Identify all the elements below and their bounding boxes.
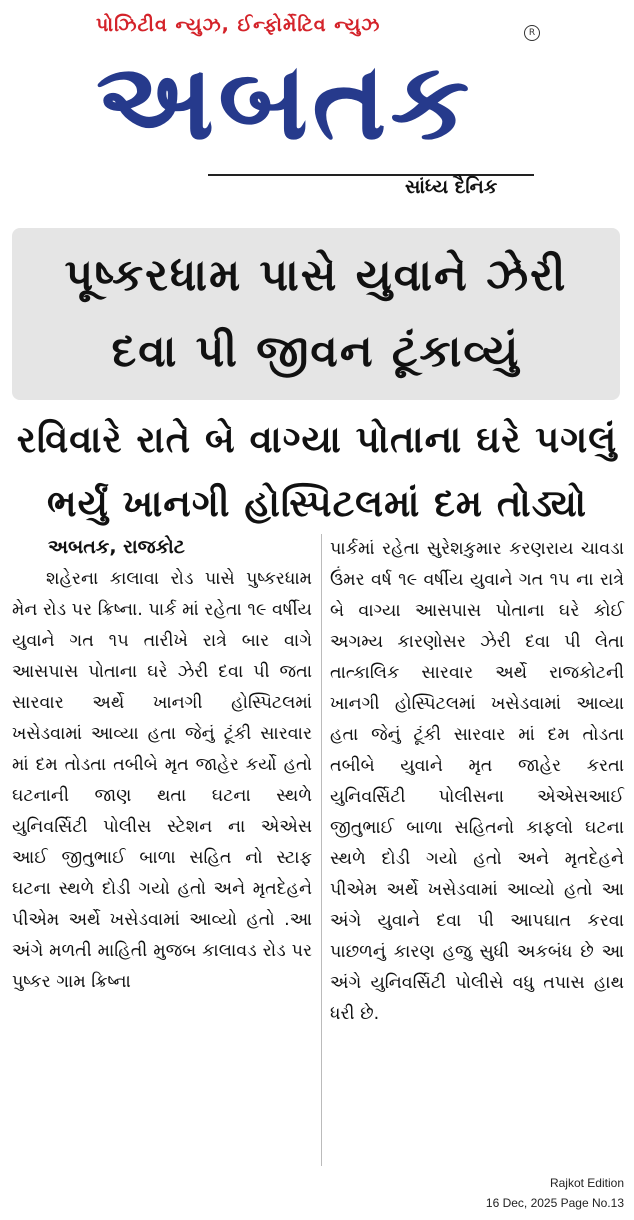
registered-trademark-icon: R — [524, 25, 540, 41]
byline: અબતક, રાજકોટ — [48, 536, 185, 558]
article-column-left: શહેરના કાલાવા રોડ પાસે પુષ્કરધામ મેન રોડ પર ક્રિષ્ના. પાર્ક માં રહેતા ૧૯ વર્ષીય યુવાને ગત ૧૫ તારીખે રાત્રે બાર વાગે આસપાસ પોતાના ઘરે ઝેરી દવા પી જતા સારવાર અર્થે ખાનગી હોસ્પિટલમાં ખસેડવામાં આવ્યા હતા જેનું ટૂંકી સારવાર માં દમ તોડતા તબીબે મૃત જાહેર કર્યો હતો ઘટનાની જાણ થતા ઘટના સ્થળે યુનિવર્સિટી પોલીસ સ્ટેશન ના એએસ આઈ જીતુભાઈ બાળા સહિત નો સ્ટાફ ઘટના સ્થળે દોડી ગયો હતો અને મૃતદેહને પીએમ અર્થે ખસેડવામાં આવ્યો હતો .આ અંગે મળતી માહિતી મુજબ કાલાવડ રોડ પર પુષ્કર ગામ ક્રિષ્ના — [12, 569, 312, 992]
headline-line-1: પૂષ્કરધામ પાસે યુવાને ઝેરી — [64, 250, 568, 301]
date-page-label: 16 Dec, 2025 Page No.13 — [485, 1196, 624, 1210]
subheadline-line-2: ભર્યું ખાનગી હોસ્પિટલમાં દમ તોડ્યો — [47, 482, 587, 525]
article-column-right: પાર્કમાં રહેતા સુરેશકુમાર કરણરાય ચાવડા ઉંમર વર્ષ ૧૯ વર્ષીય યુવાને ગત ૧૫ ના રાત્રે બે વાગ્યા આસપાસ પોતાના ઘરે કોઈ અગમ્ય કારણોસર ઝેરી દવા પી લેતા તાત્કાલિક સારવાર અર્થે રાજકોટની ખાનગી હોસ્પિટલમાં ખસેડવામાં આવ્યા હતા જેનું ટૂંકી સારવાર માં દમ તોડતા તબીબે યુવાને મૃત જાહેર કરતા યુનિવર્સિટી પોલીસના એએસઆઈ જીતુભાઈ બાળા સહિતનો કાફલો ઘટના સ્થળે દોડી ગયો હતો અને મૃતદેહને પીએમ અર્થે ખસેડવામાં આવ્યો હતો આ અંગે યુવાને દવા પી આપઘાત કરવા પાછળનું કારણ હજુ સુધી અકબંધ છે આ અંગે યુનિવર્સિટી પોલીસે વધુ તપાસ હાથ ધરી છે. — [330, 539, 624, 1024]
masthead-tagline: પોઝિટીવ ન્યુઝ, ઈન્ફોર્મેટિવ ન્યુઝ — [96, 14, 381, 36]
headline-line-2: દવા પી જીવન ટૂંકાવ્યું — [111, 326, 521, 377]
masthead-subtitle: સાંધ્ય દૈનિક — [405, 176, 498, 198]
newspaper-logo: અબતક — [96, 40, 474, 164]
edition-label: Rajkot Edition — [549, 1176, 624, 1190]
headline — [12, 238, 620, 390]
subheadline-line-1: રવિવારે રાતે બે વાગ્યા પોતાના ઘરે પગલું — [16, 418, 618, 461]
headline-box — [12, 228, 620, 400]
subheadline — [10, 408, 624, 536]
column-divider — [321, 534, 322, 1166]
